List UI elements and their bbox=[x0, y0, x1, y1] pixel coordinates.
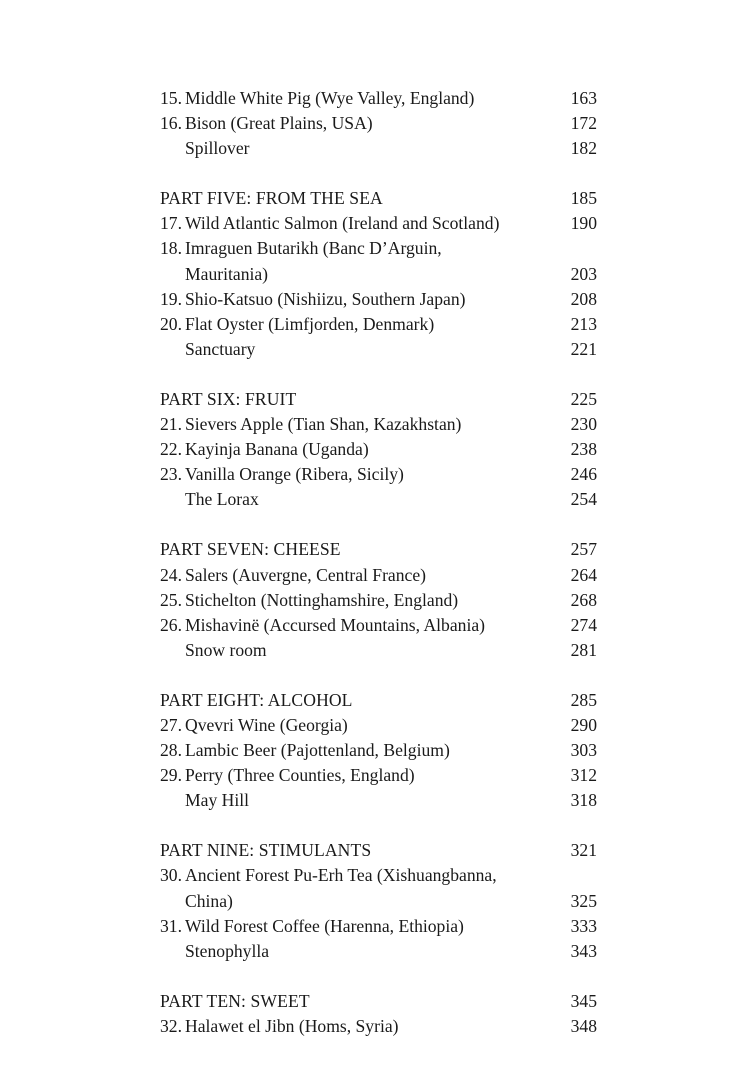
page-number: 333 bbox=[570, 915, 597, 936]
interlude-entry[interactable] bbox=[160, 487, 597, 512]
part-heading[interactable] bbox=[160, 387, 597, 412]
page-number: 321 bbox=[570, 840, 597, 861]
entry-text bbox=[160, 889, 565, 914]
chapter-title: Perry (Three Counties, England) bbox=[185, 765, 415, 786]
interlude-entry[interactable] bbox=[160, 262, 597, 287]
chapter-entry[interactable] bbox=[160, 211, 597, 236]
entry-text bbox=[160, 688, 565, 713]
page-number: 257 bbox=[570, 539, 597, 560]
chapter-number: 25. bbox=[160, 589, 182, 610]
chapter-title: Kayinja Banana (Uganda) bbox=[185, 439, 369, 460]
toc-section bbox=[160, 688, 597, 813]
part-heading[interactable] bbox=[160, 537, 597, 562]
page-number: 182 bbox=[570, 138, 597, 159]
entry-text bbox=[160, 939, 565, 964]
part-title: PART NINE: STIMULANTS bbox=[160, 840, 372, 861]
chapter-entry[interactable] bbox=[160, 111, 597, 136]
entry-text bbox=[160, 537, 565, 562]
interlude-entry[interactable] bbox=[160, 889, 597, 914]
interlude-entry[interactable] bbox=[160, 337, 597, 362]
chapter-number: 29. bbox=[160, 765, 182, 786]
entry-text bbox=[160, 914, 565, 939]
part-heading[interactable] bbox=[160, 186, 597, 211]
interlude-entry[interactable] bbox=[160, 939, 597, 964]
chapter-entry[interactable] bbox=[160, 588, 597, 613]
entry-text bbox=[160, 412, 565, 437]
entry-text bbox=[160, 387, 565, 412]
part-title: PART SIX: FRUIT bbox=[160, 388, 297, 409]
chapter-entry[interactable] bbox=[160, 437, 597, 462]
chapter-number: 32. bbox=[160, 1015, 182, 1036]
chapter-title: May Hill bbox=[185, 790, 250, 811]
entry-text bbox=[160, 838, 565, 863]
page-number: 238 bbox=[570, 439, 597, 460]
chapter-title: Imraguen Butarikh (Banc D’Arguin, bbox=[185, 238, 442, 259]
interlude-entry[interactable] bbox=[160, 638, 597, 663]
part-heading[interactable] bbox=[160, 838, 597, 863]
entry-text bbox=[160, 638, 565, 663]
page-number: 348 bbox=[570, 1015, 597, 1036]
entry-text bbox=[160, 437, 565, 462]
entry-text bbox=[160, 613, 565, 638]
entry-text bbox=[160, 186, 565, 211]
chapter-entry[interactable] bbox=[160, 1014, 597, 1039]
entry-text bbox=[160, 1014, 565, 1039]
toc-section bbox=[160, 186, 597, 362]
chapter-title: Sievers Apple (Tian Shan, Kazakhstan) bbox=[185, 414, 462, 435]
chapter-title: Stichelton (Nottinghamshire, England) bbox=[185, 589, 459, 610]
entry-text bbox=[160, 563, 565, 588]
chapter-title: Wild Atlantic Salmon (Ireland and Scotland) bbox=[185, 213, 500, 234]
part-heading[interactable] bbox=[160, 989, 597, 1014]
chapter-title: Sanctuary bbox=[185, 338, 256, 359]
chapter-entry[interactable] bbox=[160, 312, 597, 337]
chapter-title: Bison (Great Plains, USA) bbox=[185, 113, 373, 134]
chapter-title: China) bbox=[185, 890, 233, 911]
chapter-title: Stenophylla bbox=[185, 940, 270, 961]
chapter-number: 31. bbox=[160, 915, 182, 936]
page-number: 343 bbox=[570, 940, 597, 961]
chapter-entry[interactable] bbox=[160, 86, 597, 111]
chapter-title: Lambic Beer (Pajottenland, Belgium) bbox=[185, 740, 450, 761]
chapter-entry[interactable] bbox=[160, 738, 597, 763]
chapter-entry[interactable] bbox=[160, 713, 597, 738]
chapter-number: 16. bbox=[160, 113, 182, 134]
entry-text bbox=[160, 713, 565, 738]
chapter-entry[interactable] bbox=[160, 462, 597, 487]
chapter-title: Salers (Auvergne, Central France) bbox=[185, 564, 427, 585]
chapter-title: Halawet el Jibn (Homs, Syria) bbox=[185, 1015, 399, 1036]
chapter-entry[interactable] bbox=[160, 763, 597, 788]
part-title: PART SEVEN: CHEESE bbox=[160, 539, 341, 560]
chapter-title: Snow room bbox=[185, 639, 267, 660]
chapter-entry[interactable] bbox=[160, 563, 597, 588]
chapter-title: The Lorax bbox=[185, 489, 259, 510]
page-number: 303 bbox=[570, 740, 597, 761]
page-number: 225 bbox=[570, 388, 597, 409]
page-number: 254 bbox=[570, 489, 597, 510]
page-number: 246 bbox=[570, 464, 597, 485]
chapter-title: Flat Oyster (Limfjorden, Denmark) bbox=[185, 313, 435, 334]
entry-text bbox=[160, 86, 565, 111]
entry-text bbox=[160, 863, 591, 888]
page-number: 285 bbox=[570, 689, 597, 710]
page-number: 268 bbox=[570, 589, 597, 610]
table-of-contents bbox=[160, 86, 597, 1064]
chapter-number: 18. bbox=[160, 238, 182, 259]
chapter-number: 15. bbox=[160, 88, 182, 108]
chapter-number: 19. bbox=[160, 288, 182, 309]
entry-text bbox=[160, 989, 565, 1014]
chapter-entry[interactable] bbox=[160, 287, 597, 312]
chapter-number: 27. bbox=[160, 714, 182, 735]
entry-text bbox=[160, 111, 565, 136]
entry-text bbox=[160, 211, 565, 236]
toc-section bbox=[160, 838, 597, 963]
page-number: 318 bbox=[570, 790, 597, 811]
chapter-title: Wild Forest Coffee (Harenna, Ethiopia) bbox=[185, 915, 464, 936]
toc-section bbox=[160, 537, 597, 662]
page-number: 281 bbox=[570, 639, 597, 660]
entry-text bbox=[160, 788, 565, 813]
chapter-title: Ancient Forest Pu-Erh Tea (Xishuangbanna, bbox=[185, 865, 497, 886]
entry-text bbox=[160, 738, 565, 763]
part-heading[interactable] bbox=[160, 688, 597, 713]
chapter-number: 20. bbox=[160, 313, 182, 334]
chapter-title: Mishavinë (Accursed Mountains, Albania) bbox=[185, 614, 486, 635]
toc-section bbox=[160, 387, 597, 512]
interlude-entry[interactable] bbox=[160, 788, 597, 813]
entry-text bbox=[160, 312, 565, 337]
chapter-title: Mauritania) bbox=[185, 263, 269, 284]
entry-text bbox=[160, 136, 565, 161]
entry-text bbox=[160, 763, 565, 788]
page-number: 312 bbox=[570, 765, 597, 786]
toc-section bbox=[160, 86, 597, 161]
page-number: 203 bbox=[570, 263, 597, 284]
chapter-entry[interactable] bbox=[160, 412, 597, 437]
part-title: PART EIGHT: ALCOHOL bbox=[160, 689, 353, 710]
page-number: 190 bbox=[570, 213, 597, 234]
chapter-entry[interactable] bbox=[160, 914, 597, 939]
page-number: 274 bbox=[570, 614, 597, 635]
entry-text bbox=[160, 487, 565, 512]
chapter-entry[interactable] bbox=[160, 236, 597, 261]
chapter-number: 17. bbox=[160, 213, 182, 234]
chapter-title: Qvevri Wine (Georgia) bbox=[185, 714, 348, 735]
chapter-title: Shio-Katsuo (Nishiizu, Southern Japan) bbox=[185, 288, 466, 309]
page-number: 264 bbox=[570, 564, 597, 585]
chapter-title: Spillover bbox=[185, 138, 250, 159]
chapter-number: 30. bbox=[160, 865, 182, 886]
page-number: 163 bbox=[570, 88, 597, 108]
page-number: 208 bbox=[570, 288, 597, 309]
interlude-entry[interactable] bbox=[160, 136, 597, 161]
chapter-number: 24. bbox=[160, 564, 182, 585]
page-number: 345 bbox=[570, 990, 597, 1011]
chapter-entry[interactable] bbox=[160, 613, 597, 638]
part-title: PART TEN: SWEET bbox=[160, 990, 310, 1011]
page-number: 230 bbox=[570, 414, 597, 435]
chapter-number: 21. bbox=[160, 414, 182, 435]
toc-section bbox=[160, 989, 597, 1039]
entry-text bbox=[160, 236, 591, 261]
page-number: 325 bbox=[570, 890, 597, 911]
entry-text bbox=[160, 337, 565, 362]
chapter-number: 26. bbox=[160, 614, 182, 635]
chapter-number: 23. bbox=[160, 464, 182, 485]
entry-text bbox=[160, 262, 565, 287]
chapter-number: 22. bbox=[160, 439, 182, 460]
chapter-title: Vanilla Orange (Ribera, Sicily) bbox=[185, 464, 404, 485]
page-number: 172 bbox=[570, 113, 597, 134]
entry-text bbox=[160, 287, 565, 312]
entry-text bbox=[160, 462, 565, 487]
chapter-title: Middle White Pig (Wye Valley, England) bbox=[185, 88, 475, 108]
part-title: PART FIVE: FROM THE SEA bbox=[160, 188, 383, 209]
entry-text bbox=[160, 588, 565, 613]
chapter-number: 28. bbox=[160, 740, 182, 761]
page-number: 221 bbox=[570, 338, 597, 359]
page-number: 290 bbox=[570, 714, 597, 735]
page-number: 213 bbox=[570, 313, 597, 334]
page-number: 185 bbox=[570, 188, 597, 209]
chapter-entry[interactable] bbox=[160, 863, 597, 888]
